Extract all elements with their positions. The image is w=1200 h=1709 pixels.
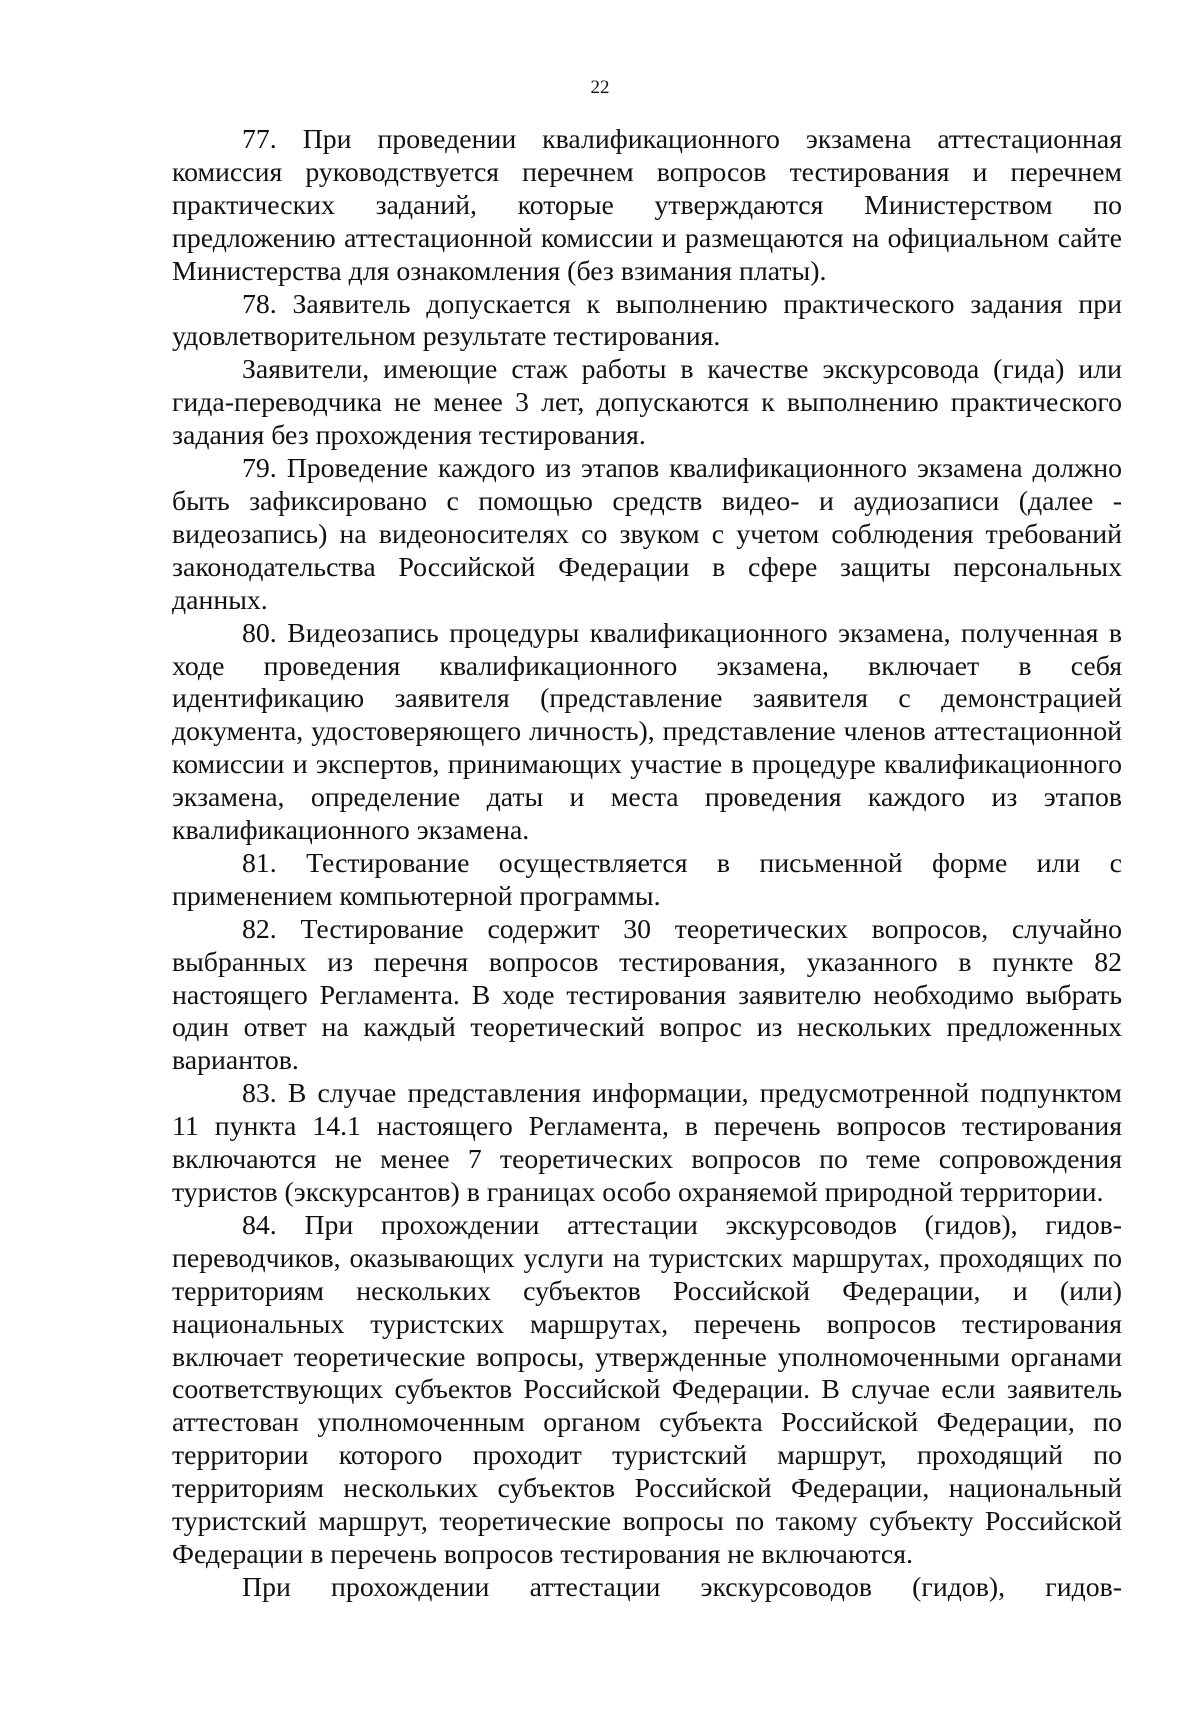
paragraph-77: 77. При проведении квалификационного экзамена аттестационная комиссия руководствуется перечнем вопросов тестирования и перечнем практических заданий, которые утверждаются Министерством по предложению аттестационной комиссии и размещаются на официальном сайте Министерства для ознакомления (без взимания платы). bbox=[172, 124, 1122, 287]
document-body bbox=[172, 124, 1122, 1605]
paragraph-82: 82. Тестирование содержит 30 теоретических вопросов, случайно выбранных из перечня вопросов тестирования, указанного в пункте 82 настоящего Регламента. В ходе тестирования заявителю необходимо выбрать один ответ на каждый теоретический вопрос из нескольких предложенных вариантов. bbox=[172, 913, 1122, 1077]
paragraph-84: 84. При прохождении аттестации экскурсоводов (гидов), гидов-переводчиков, оказывающих услуги на туристских маршрутах, проходящих по территориям нескольких субъектов Российской Федерации, и (или) национальных туристских маршрутах, перечень вопросов тестирования включает теоретические вопросы, утвержденные уполномоченными органами соответствующих субъектов Российской Федерации. В случае если заявитель аттестован уполномоченным органом субъекта Российской Федерации, по территории которого проходит туристский маршрут, проходящий по территориям нескольких субъектов Российской Федерации, национальный туристский маршрут, теоретические вопросы по такому субъекту Российской Федерации в перечень вопросов тестирования не включаются. bbox=[172, 1209, 1122, 1570]
paragraph-83: 83. В случае представления информации, предусмотренной подпунктом 11 пункта 14.1 настоящего Регламента, в перечень вопросов тестирования включаются не менее 7 теоретических вопросов по теме сопровождения туристов (экскурсантов) в границах особо охраняемой природной территории. bbox=[172, 1078, 1122, 1208]
paragraph-78: 78. Заявитель допускается к выполнению практического задания при удовлетворительном результате тестирования. bbox=[172, 288, 1122, 353]
paragraph-79: 79. Проведение каждого из этапов квалификационного экзамена должно быть зафиксировано с помощью средств видео- и аудиозаписи (далее - видеозапись) на видеоносителях со звуком с учетом соблюдения требований законодательства Российской Федерации в сфере защиты персональных данных. bbox=[172, 453, 1122, 616]
paragraph-84-continuation: При прохождении аттестации экскурсоводов (гидов), гидов- bbox=[242, 1571, 1122, 1603]
paragraph-81: 81. Тестирование осуществляется в письменной форме или с применением компьютерной программы. bbox=[172, 847, 1122, 912]
paragraph-78-continuation: Заявители, имеющие стаж работы в качестве экскурсовода (гида) или гида-переводчика не менее 3 лет, допускаются к выполнению практического задания без прохождения тестирования. bbox=[172, 354, 1122, 452]
page-number: 22 bbox=[590, 77, 610, 98]
paragraph-80: 80. Видеозапись процедуры квалификационного экзамена, полученная в ходе проведения квалификационного экзамена, включает в себя идентификацию заявителя (представление заявителя с демонстрацией документа, удостоверяющего личность), представление членов аттестационной комиссии и экспертов, принимающих участие в процедуре квалификационного экзамена, определение даты и места проведения каждого из этапов квалификационного экзамена. bbox=[172, 617, 1122, 847]
